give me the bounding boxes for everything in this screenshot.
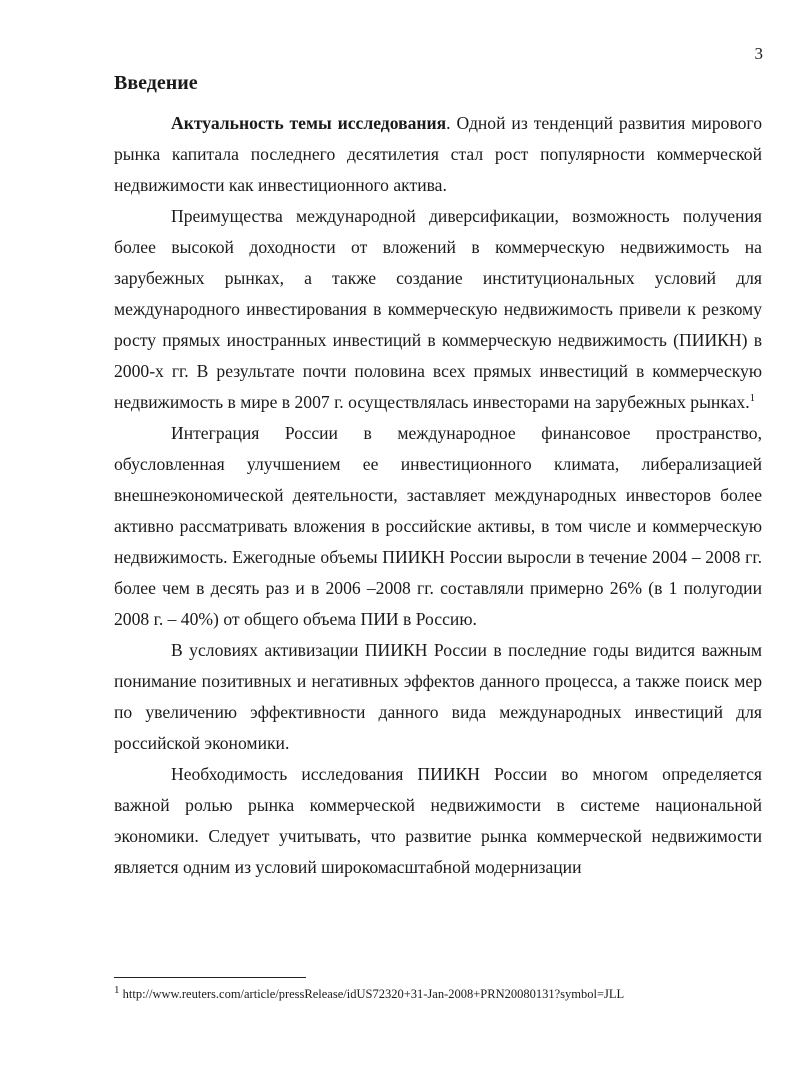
footnote-divider — [114, 977, 306, 978]
footnote — [114, 983, 625, 1002]
paragraph-activation — [114, 635, 762, 759]
footnote-link[interactable]: http://www.reuters.com/article/pressRelease/idUS72320+31-Jan-2008+PRN20080131?symbol=JLL — [122, 987, 625, 1001]
relevance-lead: Актуальность темы исследования — [171, 113, 447, 133]
body-text — [114, 108, 762, 883]
advantages-text: Преимущества международной диверсификации, возможность получения более высокой доходности от вложений в коммерческую недвижимость на зарубежных рынках, а также создание институциональных условий для международного инвестирования в коммерческую недвижимость привели к резкому росту прямых иностранных инвестиций в коммерческую недвижимость (ПИИКН) в 2000-х гг. В результате почти половина всех прямых инвестиций в коммерческую недвижимость в мире в 2007 г. осуществлялась инвесторами на зарубежных рынках. — [114, 206, 762, 412]
page-number: 3 — [754, 44, 763, 63]
paragraph-advantages — [114, 201, 762, 418]
relevance-text: . Одной из тенденций развития мирового рынка капитала последнего десятилетия стал рост популярности коммерческой недвижимости как инвестиционного актива. — [114, 113, 763, 195]
activation-text: В условиях активизации ПИИКН России в последние годы видится важным понимание позитивных и негативных эффектов данного процесса, а также поиск мер по увеличению эффективности данного вида международных инвестиций для российской экономики. — [114, 640, 762, 753]
paragraph-integration — [114, 418, 762, 635]
section-heading: Введение — [114, 72, 198, 94]
paragraph-necessity — [114, 759, 762, 883]
integration-text: Интеграция России в международное финансовое пространство, обусловленная улучшением ее инвестиционного климата, либерализацией внешнеэкономической деятельности, заставляет международных инвесторов более активно рассматривать вложения в российские активы, в том числе и коммерческую недвижимость. Ежегодные объемы ПИИКН России выросли в течение 2004 – 2008 гг. более чем в десять раз и в 2006 –2008 гг. составляли примерно 26% (в 1 полугодии 2008 г. – 40%) от общего объема ПИИ в Россию. — [114, 423, 762, 629]
footnote-marker: 1 — [114, 983, 120, 996]
footnote-reference[interactable]: 1 — [749, 392, 756, 405]
paragraph-relevance — [114, 108, 762, 201]
necessity-text: Необходимость исследования ПИИКН России во многом определяется важной ролью рынка коммерческой недвижимости в системе национальной экономики. Следует учитывать, что развитие рынка коммерческой недвижимости является одним из условий широкомасштабной модернизации — [114, 764, 762, 877]
